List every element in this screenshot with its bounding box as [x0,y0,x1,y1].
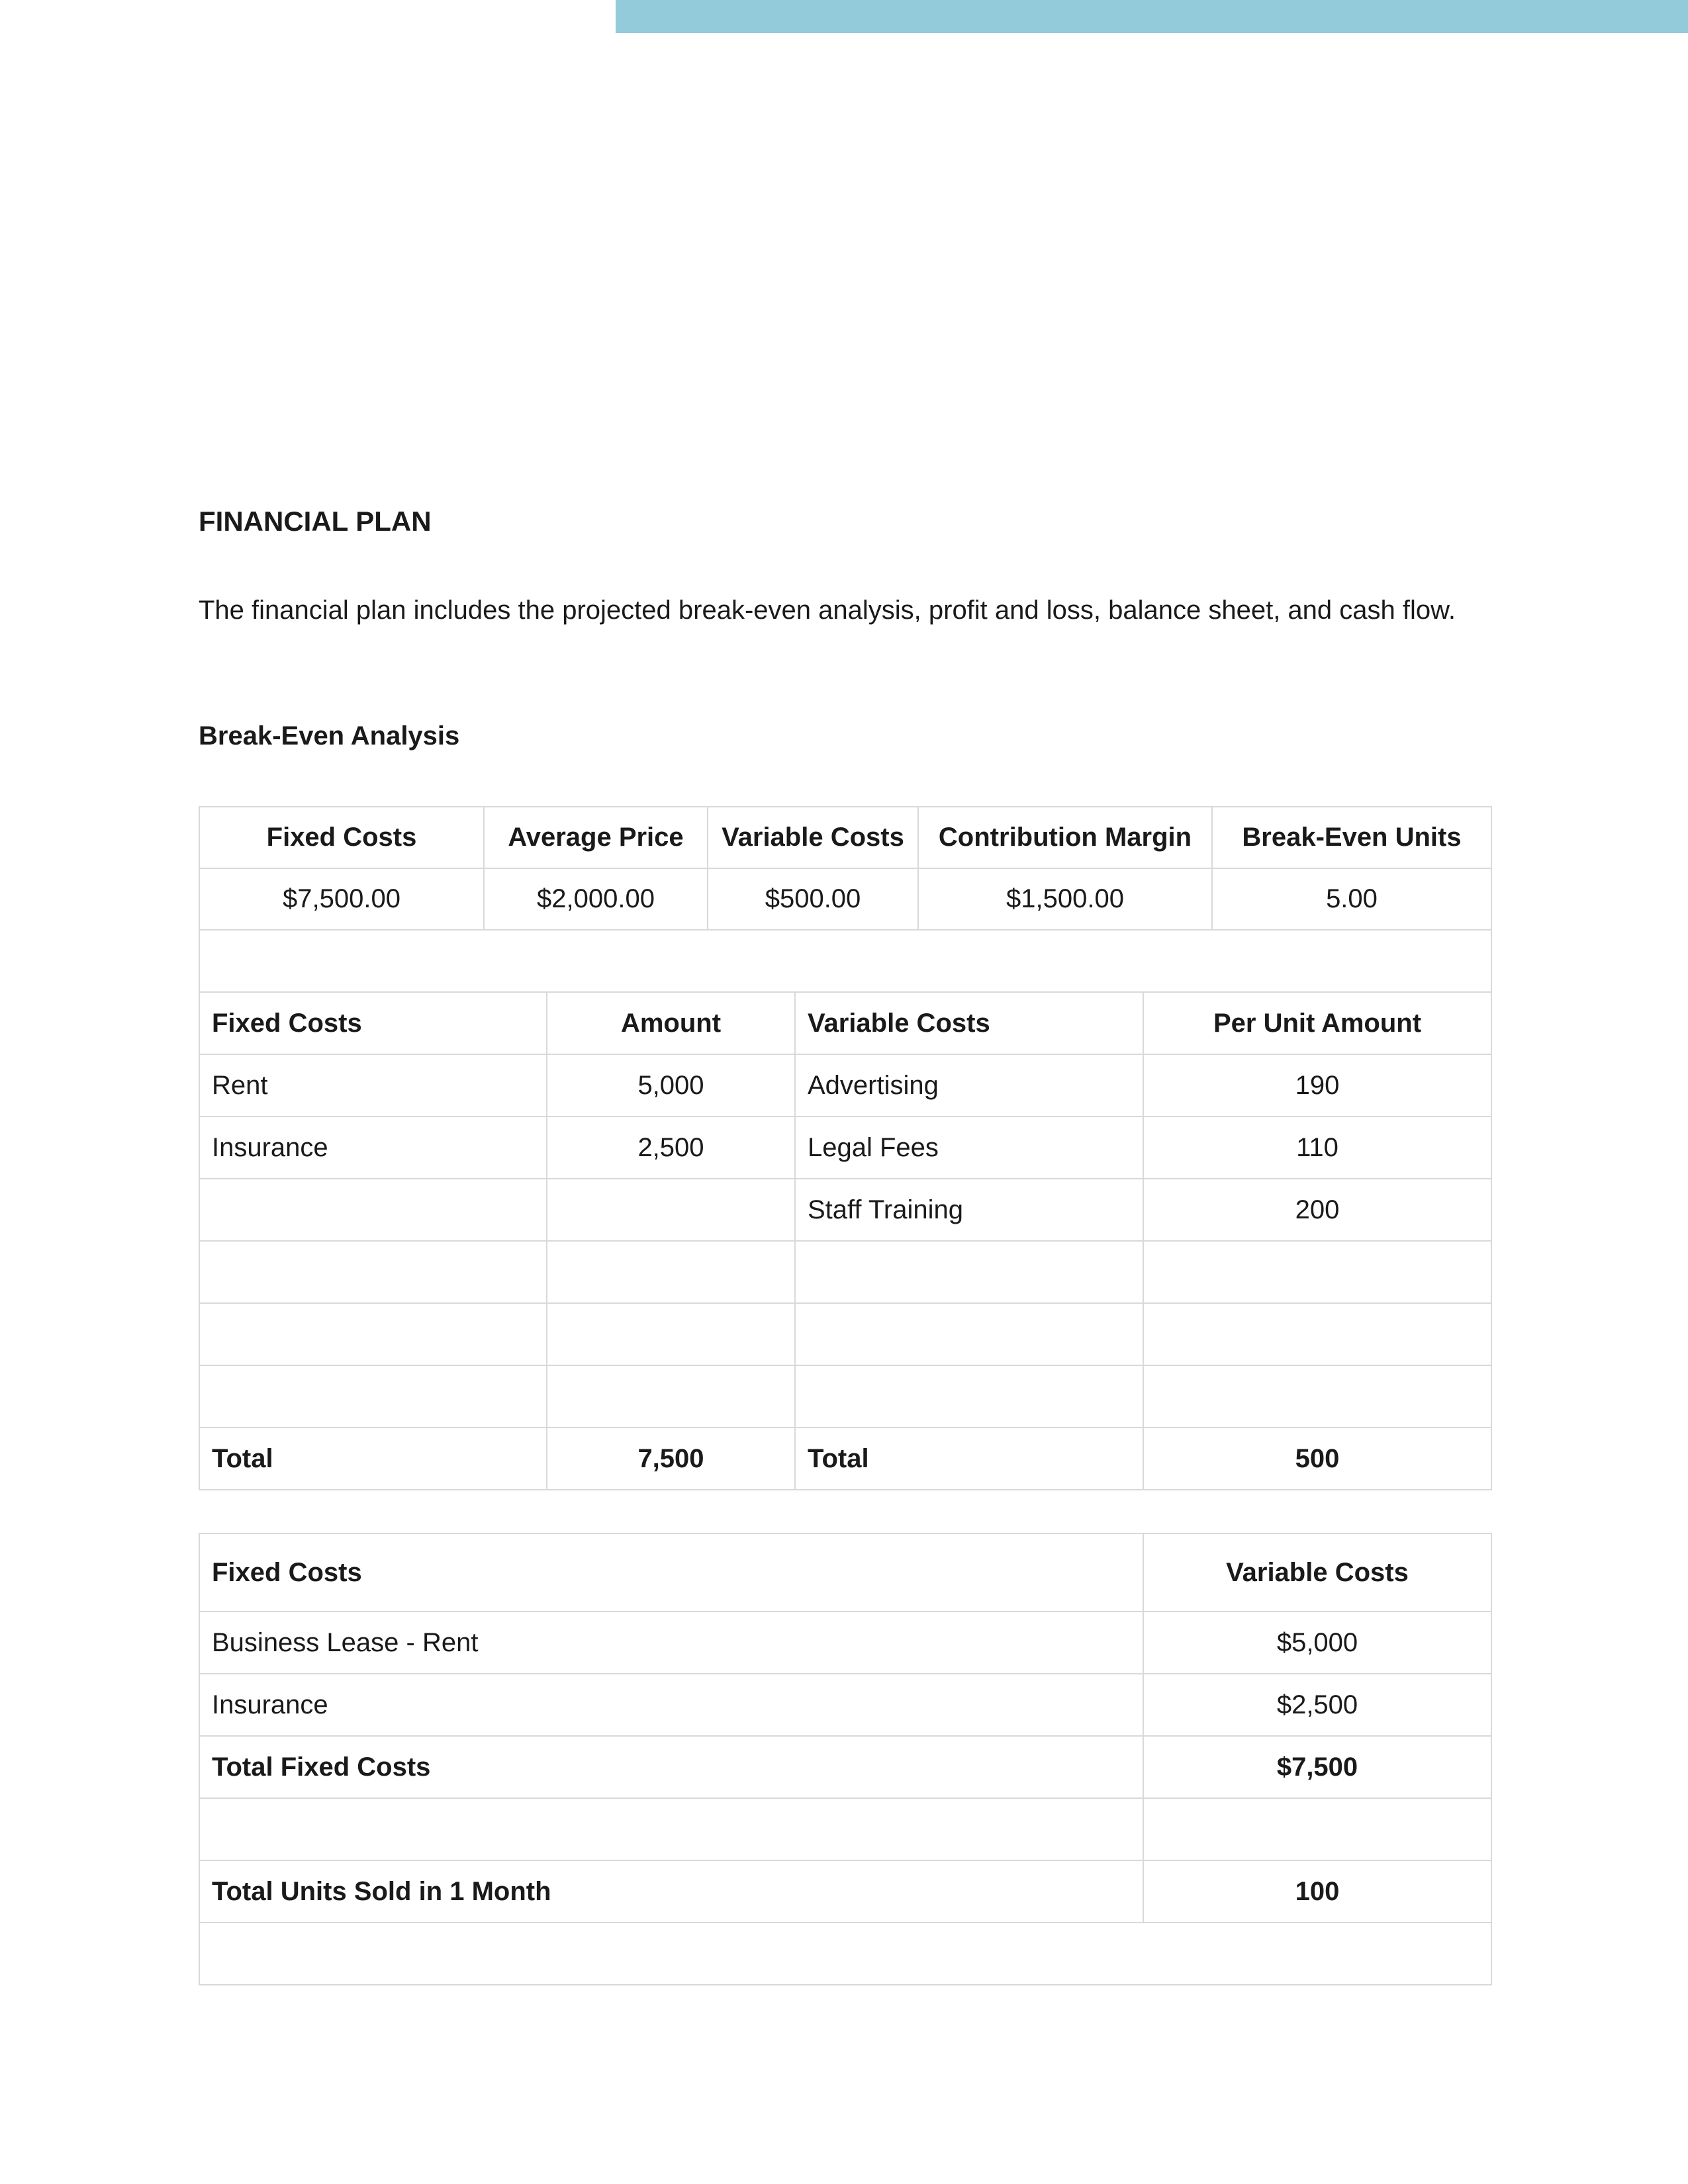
table-cell [1143,1365,1491,1428]
table-header-row [199,807,1491,868]
table-cell [199,1241,547,1303]
header-cell: Contribution Margin [918,807,1212,868]
total-label: Total [795,1428,1143,1490]
table-cell [199,1179,547,1241]
table-cell: $7,500.00 [199,868,484,930]
table-cell [199,1365,547,1428]
header-cell: Fixed Costs [199,807,484,868]
table-row [199,1116,1491,1179]
table-cell: 5.00 [1212,868,1491,930]
table-cell [547,1303,795,1365]
section-heading: Break-Even Analysis [199,721,460,751]
table-cell: Staff Training [795,1179,1143,1241]
header-cell: Per Unit Amount [1143,992,1491,1054]
spacer-row [199,930,1491,992]
table-row [199,1674,1491,1736]
table-cell [547,1365,795,1428]
table-cell: 110 [1143,1116,1491,1179]
table-cell: $2,000.00 [484,868,708,930]
header-cell: Break-Even Units [1212,807,1491,868]
header-cell: Variable Costs [708,807,918,868]
empty-cell [199,930,1491,992]
top-accent-bar [616,0,1688,33]
header-cell: Amount [547,992,795,1054]
header-cell: Average Price [484,807,708,868]
intro-paragraph: The financial plan includes the projected break-even analysis, profit and loss, balance sheet, and cash flow. [199,596,1456,625]
table-row [199,1365,1491,1428]
total-label: Total [199,1428,547,1490]
table-cell [795,1241,1143,1303]
total-value: $7,500 [1143,1736,1491,1798]
table-row [199,1798,1491,1860]
table-cell: $2,500 [1143,1674,1491,1736]
total-value: 7,500 [547,1428,795,1490]
table-header-row [199,1533,1491,1612]
total-label: Total Fixed Costs [199,1736,1143,1798]
total-fixed-costs-row [199,1736,1491,1798]
empty-cell [199,1798,1143,1860]
empty-cell [1143,1798,1491,1860]
header-cell: Variable Costs [795,992,1143,1054]
break-even-summary-table [199,806,1492,931]
table-cell: Legal Fees [795,1116,1143,1179]
units-sold-label: Total Units Sold in 1 Month [199,1860,1143,1923]
header-cell: Fixed Costs [199,1533,1143,1612]
empty-cell [199,1923,1491,1985]
total-row [199,1428,1491,1490]
table-cell: $1,500.00 [918,868,1212,930]
table-cell: $500.00 [708,868,918,930]
spacer-row [199,1923,1491,1985]
total-value: 500 [1143,1428,1491,1490]
page-title: FINANCIAL PLAN [199,506,432,537]
table-cell [795,1365,1143,1428]
units-sold-row [199,1860,1491,1923]
table-row [199,1303,1491,1365]
table-cell [795,1303,1143,1365]
table-cell: 200 [1143,1179,1491,1241]
table-cell [547,1241,795,1303]
header-cell: Fixed Costs [199,992,547,1054]
table-row [199,1179,1491,1241]
table-cell [1143,1241,1491,1303]
table-cell: $5,000 [1143,1612,1491,1674]
table-cell: Insurance [199,1116,547,1179]
table-cell [547,1179,795,1241]
table-cell: Insurance [199,1674,1143,1736]
table-cell: Rent [199,1054,547,1116]
table-row [199,868,1491,930]
header-cell: Variable Costs [1143,1533,1491,1612]
table-cell: 190 [1143,1054,1491,1116]
table-row [199,1612,1491,1674]
table-cell [1143,1303,1491,1365]
table-cell: Business Lease - Rent [199,1612,1143,1674]
cost-breakdown-table [199,929,1492,1490]
table-header-row [199,992,1491,1054]
table-cell [199,1303,547,1365]
table-row [199,1054,1491,1116]
table-row [199,1241,1491,1303]
table-cell: Advertising [795,1054,1143,1116]
table-cell: 2,500 [547,1116,795,1179]
fixed-costs-table [199,1533,1492,1985]
units-sold-value: 100 [1143,1860,1491,1923]
table-cell: 5,000 [547,1054,795,1116]
